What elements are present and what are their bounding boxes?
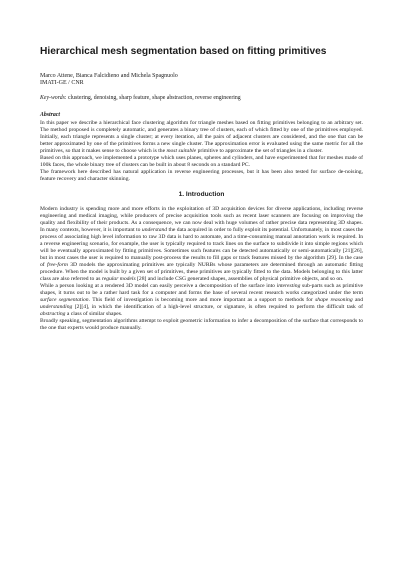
abstract-paragraph-3: The framework here described has natural application in reverse engineering processes, but it has been also tested for surface de-noising, feature recovery and character skinning. — [40, 169, 363, 183]
body-emphasis: interesting — [276, 283, 301, 290]
paper-keywords — [40, 95, 363, 102]
body-text: 3D models the approximating primitives are typically NURBs whose parameters are determined through an automatic fitting procedure. When the model is built by a given set of primitives, these primitives are typically fitted to the data. Models belonging to this latter class are also referred to as — [40, 262, 363, 283]
abstract-text: primitive to approximate the set of triangles in a cluster. — [197, 148, 323, 155]
body-text: the data acquired in order to fully exploit its potential. Unfortunately, in most cases the process of associating high level information to raw 3D data is hard to automate, and a time-consuming manual annotation work is required. In a reverse engineering scenario, for example, the user is typically required to track lines on the surface to subdivide it into simple regions which will be eventually approximated by fitting primitives. Sometimes such features can be detected automatically or semi-automatically [21][26], but in most cases the user is required to manually post-process the results to fill gaps or track features missed by the algorithm [29]. In the case of — [40, 227, 364, 269]
abstract-text: In this paper we describe a hierarchical face clustering algorithm for triangle meshes based on fitting primitives belonging to an arbitrary set. The method proposed is completely automatic, and generates a binary tree of clusters, each of which fitted by one of the primitives employed. Initially, each triangle represents a single cluster; at every iteration, all the pairs of adjacent clusters are considered, and the one that can be better approximated by one of the primitives forms a new single cluster. The approximation error is evaluated using the same metric for all the primitives, so that it makes sense to choose which is the — [40, 120, 363, 155]
body-emphasis: shape reasoning — [315, 297, 353, 304]
intro-paragraph-3: Broadly speaking, segmentation algorithms attempt to exploit geometric information to infer a decomposition of the surface that corresponds to the one that experts would produce manually. — [40, 318, 363, 332]
abstract-emphasis: most suitable — [166, 148, 197, 155]
paper-title: Hierarchical mesh segmentation based on fitting primitives — [40, 46, 327, 57]
body-emphasis: free-form — [46, 262, 68, 269]
intro-paragraph-2 — [40, 283, 363, 318]
keywords-label: Key-words — [40, 95, 65, 102]
body-emphasis: regular models — [101, 276, 136, 283]
body-emphasis: surface segmentation — [40, 297, 89, 304]
abstract-heading: Abstract — [40, 112, 60, 119]
paper-page — [40, 46, 363, 332]
body-text: sub-parts such as primitive shapes, it turns out to be a rather hard task for a computer and forms the base of several recent research works categorized under the term — [40, 283, 363, 297]
section-heading-introduction: 1. Introduction — [178, 191, 225, 199]
body-emphasis: understand — [141, 227, 168, 234]
body-text: [2][4], in which the identification of a high-level structure, or signature, is often required to perform the difficult task of — [74, 304, 363, 311]
abstract-paragraph-2: Based on this approach, we implemented a prototype which uses planes, spheres and cylinders, and have experimented that for meshes made of 100k faces, the whole binary tree of clusters can be built in about 8 seconds on a standard PC. — [40, 155, 363, 169]
body-emphasis: abstracting — [40, 311, 66, 318]
abstract-paragraph-1 — [40, 120, 363, 155]
paper-authors: Marco Attene, Bianca Falcidieno and Michela Spagnuolo — [40, 73, 178, 79]
body-text: . This field of investigation is becoming more and more important as a support to methods for — [88, 297, 313, 304]
body-text: and — [354, 297, 364, 304]
body-text: a class of similar shapes. — [66, 311, 123, 318]
paper-affiliation: IMATI-GE / CNR — [40, 80, 84, 87]
body-emphasis: understanding — [40, 304, 73, 311]
body-text: Modern industry is spending more and more efforts in the exploitation of 3D acquisition devices for diverse applications, including reverse engineering and medical imaging, while producers of precise acquisition tools such as recent laser scanners are focusing on improving the quality and flexibility of their products. As a consequence, we can now deal with huge volumes of rather precise data representing 3D shapes. In many contexts, however, it is important to — [40, 206, 363, 234]
intro-paragraph-1 — [40, 206, 363, 283]
body-text: [28] and include CSG generated shapes, assemblies of physical primitive objects, and so on. — [137, 276, 344, 283]
body-text: While a person looking at a rendered 3D model can easily perceive a decomposition of the surface into — [40, 283, 275, 290]
keywords-text: : clustering, denoising, sharp feature, shape abstraction, reverse engineering — [64, 95, 241, 102]
